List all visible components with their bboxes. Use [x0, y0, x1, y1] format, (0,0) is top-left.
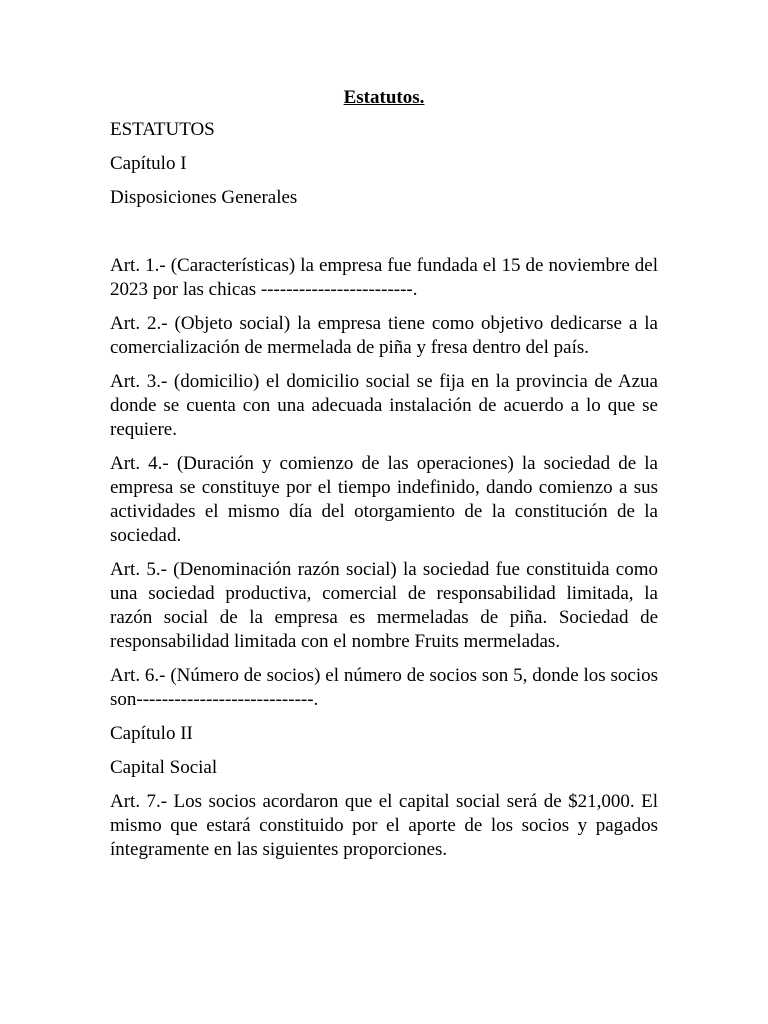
blank-line — [110, 220, 658, 254]
article-3: Art. 3.- (domicilio) el domicilio social se fija en la provincia de Azua donde se cuenta con una adecuada instalación de acuerdo a lo que se requiere. — [110, 371, 658, 440]
article-2: Art. 2.- (Objeto social) la empresa tiene como objetivo dedicarse a la comercialización de mermelada de piña y fresa dentro del país. — [110, 313, 658, 358]
chapter-2-label: Capítulo II — [110, 723, 193, 744]
statutes-heading: ESTATUTOS — [110, 119, 215, 140]
article-7: Art. 7.- Los socios acordaron que el capital social será de $21,000. El mismo que estará constituido por el aporte de los socios y pagados íntegramente en las siguientes proporciones. — [110, 791, 658, 860]
article-5: Art. 5.- (Denominación razón social) la sociedad fue constituida como una sociedad productiva, comercial de responsabilidad limitada, la razón social de la empresa es mermeladas de piña. Sociedad de responsabilidad limitada con el nombre Fruits mermeladas. — [110, 559, 658, 652]
chapter-1-label: Capítulo I — [110, 153, 187, 174]
chapter-1-subtitle: Disposiciones Generales — [110, 187, 298, 208]
article-6: Art. 6.- (Número de socios) el número de socios son 5, donde los socios son----------------------------. — [110, 665, 658, 710]
article-1: Art. 1.- (Características) la empresa fue fundada el 15 de noviembre del 2023 por las chicas ------------------------. — [110, 255, 658, 300]
article-4: Art. 4.- (Duración y comienzo de las operaciones) la sociedad de la empresa se constituye por el tiempo indefinido, dando comienzo a sus actividades el mismo día del otorgamiento de la constitución de la sociedad. — [110, 453, 658, 546]
document-title: Estatutos. — [343, 87, 425, 108]
chapter-2-subtitle: Capital Social — [110, 757, 218, 778]
